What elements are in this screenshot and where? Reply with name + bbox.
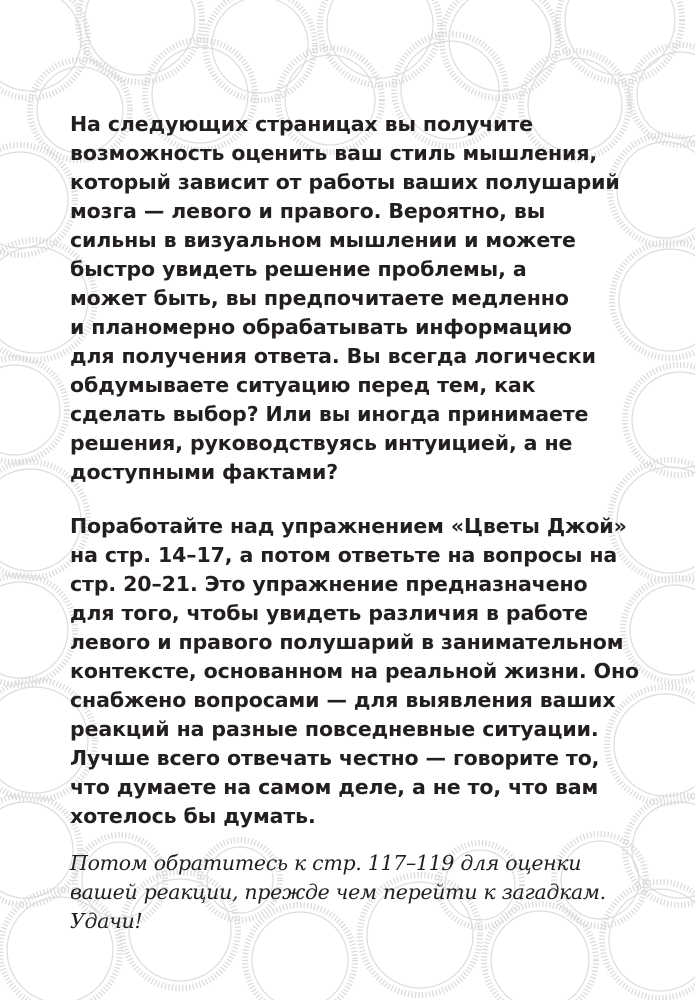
text-line: На следующих страницах вы получите [70, 112, 533, 136]
lace-ring [565, 0, 675, 75]
lace-ring [625, 365, 695, 475]
text-line: для того, чтобы увидеть различия в работе [70, 601, 588, 625]
lace-ring [212, 0, 308, 93]
text-line: решения, руководствуясь интуицией, а не [70, 431, 573, 455]
lace-ring [320, 0, 440, 85]
lace-ring [558, 0, 682, 82]
lace-ring [449, 0, 551, 91]
text-line: который зависит от работы ваших полушарий [70, 170, 620, 194]
lace-ring [632, 372, 695, 468]
lace-ring [85, 0, 195, 75]
lace-ring [0, 802, 73, 898]
text-line: сделать выбор? Или вы иногда принимаете [70, 402, 589, 426]
lace-ring [0, 152, 68, 248]
lace-ring [0, 582, 68, 678]
text-line: Удачи! [70, 909, 143, 933]
lace-ring [630, 45, 695, 145]
lace-ring [0, 469, 81, 571]
text-line: обдумываете ситуацию перед тем, как [70, 373, 536, 397]
lace-ring [0, 575, 75, 685]
lace-ring [630, 585, 695, 675]
text-line: Потом обратитесь к стр. 117–119 для оценки [70, 851, 582, 875]
text-line: для получения ответа. Вы всегда логически [70, 344, 596, 368]
text-line: возможность оценить ваш стиль мышления, [70, 141, 598, 165]
lace-ring [0, 358, 67, 462]
text-line: и планомерно обрабатывать информацию [70, 315, 572, 339]
lace-ring [0, 795, 80, 905]
lace-ring [327, 0, 433, 78]
text-body [70, 110, 639, 936]
text-line: может быть, вы предпочитаете медленно [70, 286, 569, 310]
text-line: снабжено вопросами — для выявления ваших [70, 688, 616, 712]
lace-ring [0, 365, 60, 455]
text-line: реакций на разные повседневные ситуации. [70, 717, 599, 741]
text-line: быстро увидеть решение проблемы, а [70, 257, 527, 281]
text-line: мозга — левого и правого. Вероятно, вы [70, 199, 546, 223]
text-line: Лучше всего отвечать честно — говорите то, [70, 746, 600, 770]
text-line: на стр. 14–17, а потом ответьте на вопросы на [70, 543, 618, 567]
text-line: стр. 20–21. Это упражнение предназначено [70, 572, 588, 596]
lace-ring [442, 0, 558, 98]
text-line: вашей реакции, прежде чем перейти к загадкам. [70, 880, 606, 904]
lace-ring [0, 0, 81, 91]
lace-ring [205, 0, 315, 100]
text-line: сильны в визуальном мышлении и можете [70, 228, 576, 252]
text-line: левого и правого полушарий в занимательном [70, 630, 624, 654]
text-line: контексте, основанном на реальной жизни. Оно [70, 659, 639, 683]
paragraph-exercise [70, 512, 639, 831]
lace-ring [637, 52, 695, 138]
paragraph-intro [70, 110, 630, 487]
paragraph-closing-italic [70, 849, 630, 936]
text-line: хотелось бы думать. [70, 804, 316, 828]
text-line: что думаете на самом деле, а не то, что вам [70, 775, 599, 799]
text-line: Поработайте над упражнением «Цветы Джой» [70, 514, 627, 538]
lace-ring [619, 249, 695, 351]
text-line: доступными фактами? [70, 460, 339, 484]
